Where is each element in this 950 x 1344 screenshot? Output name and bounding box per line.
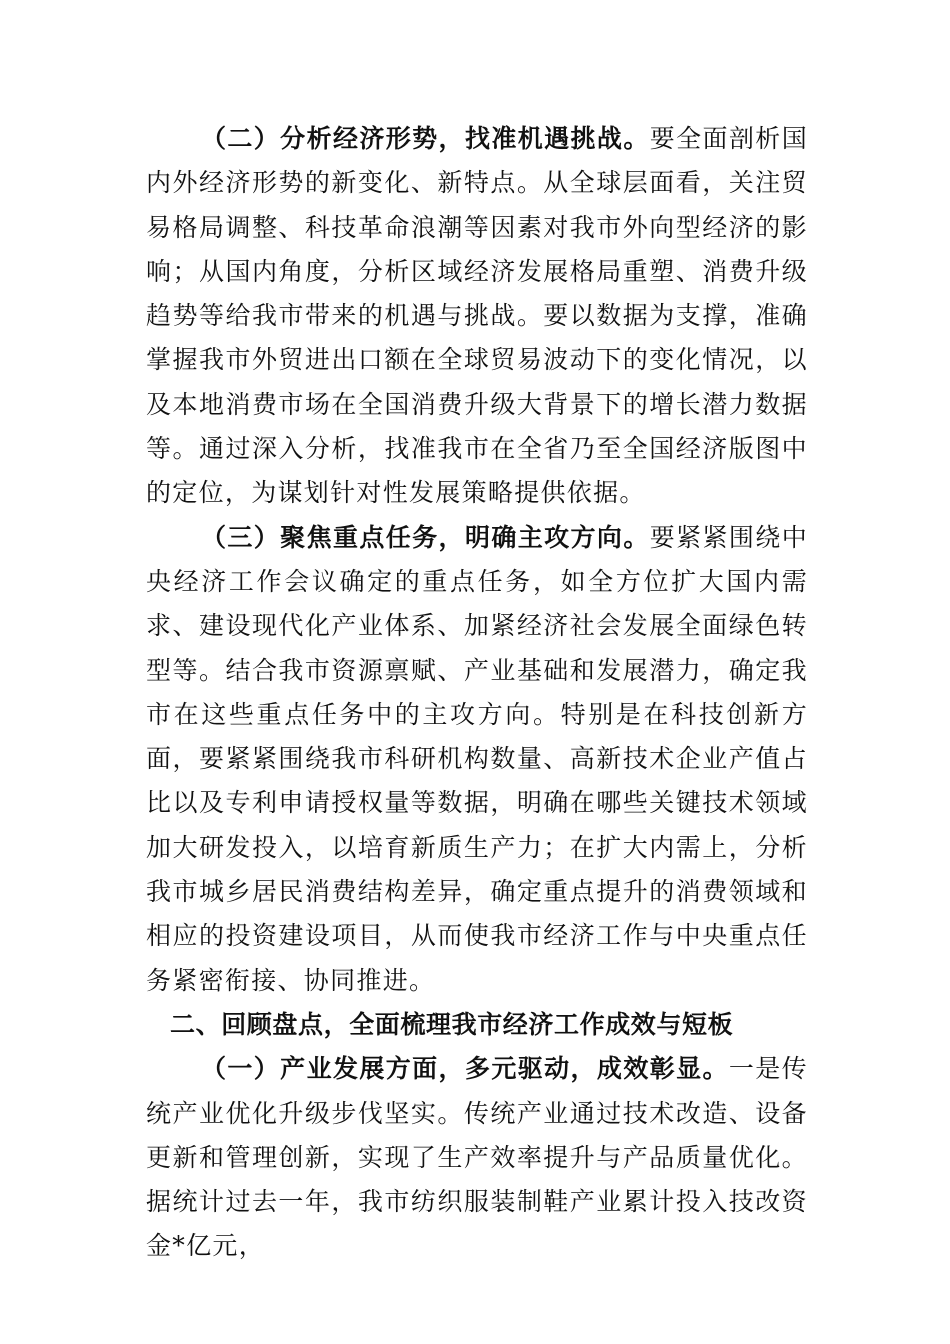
document-body — [146, 117, 808, 1269]
paragraph-text: 要紧紧围绕中央经济工作会议确定的重点任务，如全方位扩大国内需求、建设现代化产业体系、加紧经济社会发展全面绿色转型等。结合我市资源禀赋、产业基础和发展潜力，确定我市在这些重点任务中的主攻方向。特别是在科技创新方面，要紧紧围绕我市科研机构数量、高新技术企业产值占比以及专利申请授权量等数据，明确在哪些关键技术领域加大研发投入，以培育新质生产力；在扩大内需上，分析我市城乡居民消费结构差异，确定重点提升的消费领域和相应的投资建设项目，从而使我市经济工作与中央重点任务紧密衔接、协同推进。 — [146, 522, 808, 995]
paragraph-text: 一是传统产业优化升级步伐坚实。传统产业通过技术改造、设备更新和管理创新，实现了生产效率提升与产品质量优化。据统计过去一年，我市纺织服装制鞋产业累计投入技改资金*亿元， — [146, 1054, 808, 1261]
paragraph-key-tasks — [146, 516, 808, 1003]
paragraph-text: 要全面剖析国内外经济形势的新变化、新特点。从全球层面看，关注贸易格局调整、科技革命浪潮等因素对我市外向型经济的影响；从国内角度，分析区域经济发展格局重塑、消费升级趋势等给我市带来的机遇与挑战。要以数据为支撑，准确掌握我市外贸进出口额在全球贸易波动下的变化情况，以及本地消费市场在全国消费升级大背景下的增长潜力数据等。通过深入分析，找准我市在全省乃至全国经济版图中的定位，为谋划针对性发展策略提供依据。 — [146, 124, 808, 508]
paragraph-lead: （三）聚焦重点任务，明确主攻方向。 — [201, 522, 650, 552]
paragraph-analyze-economy — [146, 117, 808, 516]
section-heading: 二、回顾盘点，全面梳理我市经济工作成效与短板 — [170, 1009, 734, 1039]
paragraph-industry-development — [146, 1047, 808, 1268]
paragraph-lead: （二）分析经济形势，找准机遇挑战。 — [201, 124, 650, 153]
paragraph-lead: （一）产业发展方面，多元驱动，成效彰显。 — [201, 1054, 729, 1084]
